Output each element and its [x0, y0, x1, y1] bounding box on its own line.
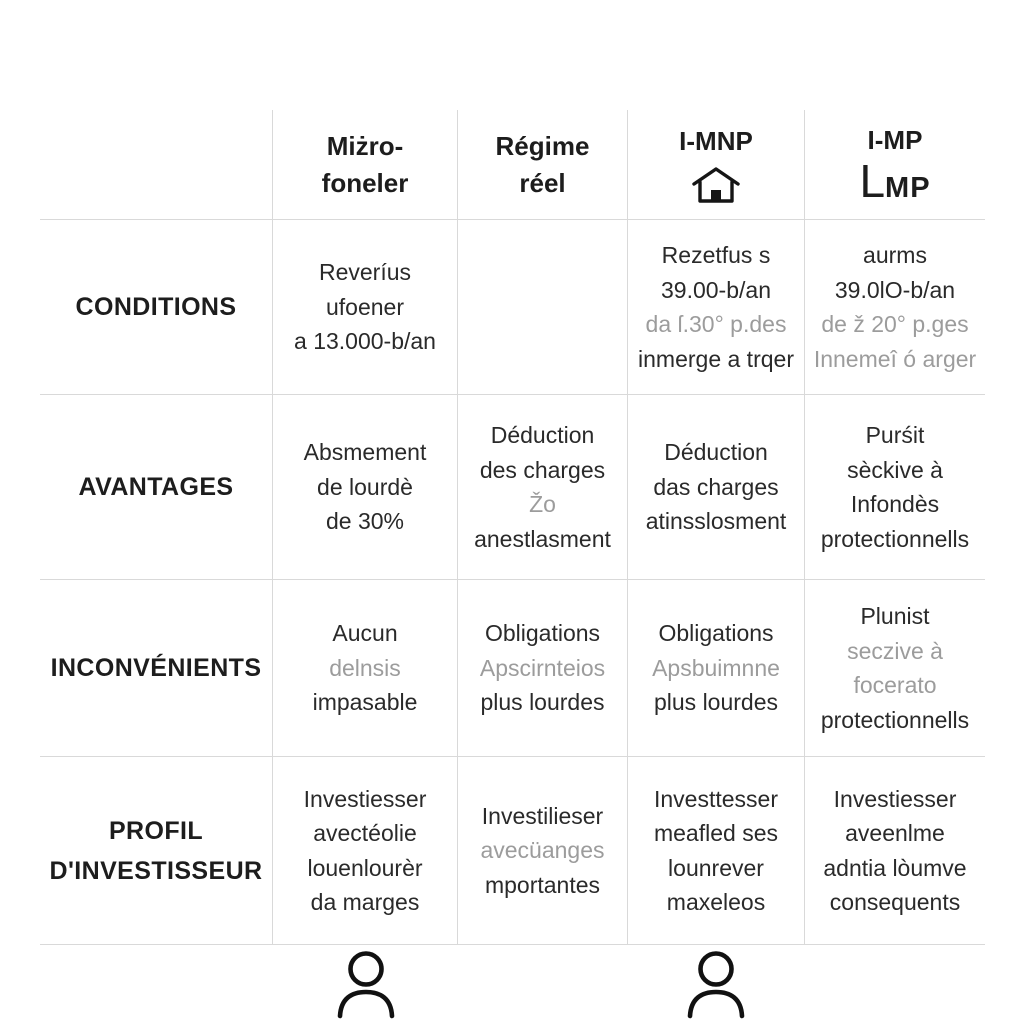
cell-profil-lmnp: Investtesser meafled ses lounrever maxeleos — [628, 757, 805, 945]
cell-inconvenients-micro-foncier: Aucun delnsis impasable — [273, 580, 458, 757]
cell-conditions-regime-reel — [458, 220, 628, 395]
column-header-lmp — [805, 110, 985, 220]
column-header-micro-foncier: Miżro- foneler — [273, 110, 458, 220]
person-icon — [680, 946, 752, 1022]
row-label-profil-investisseur: PROFIL D'INVESTISSEUR — [40, 757, 273, 945]
cell-avantages-micro-foncier: Absmement de lourdè de 30% — [273, 395, 458, 580]
row-label-avantages: AVANTAGES — [40, 395, 273, 580]
cell-profil-micro-foncier: Investiesser avectéolie louenlourèr da marges — [273, 757, 458, 945]
person-icon — [330, 946, 402, 1022]
column-header-lmnp-title: I-MNP — [679, 126, 753, 156]
cell-inconvenients-regime-reel: Obligations Apscirnteios plus lourdes — [458, 580, 628, 757]
cell-profil-regime-reel: Investilieser avecüanges mportantes — [458, 757, 628, 945]
lmp-logo-small-letters: MP — [885, 172, 931, 204]
cell-avantages-lmnp: Déduction das charges atinsslosment — [628, 395, 805, 580]
lmp-logo-large-letter: L — [859, 155, 886, 207]
cell-conditions-lmp: aurms 39.0lO-b/an de ž 20° p.ges Innemeî ó arger — [805, 220, 985, 395]
cell-profil-lmp: Investiesser aveenlme adntia lòumve consequents — [805, 757, 985, 945]
column-header-lmnp — [628, 110, 805, 220]
row-label-conditions: CONDITIONS — [40, 220, 273, 395]
cell-avantages-regime-reel: Déduction des charges Žo anestlasment — [458, 395, 628, 580]
column-header-regime-reel: Régime réel — [458, 110, 628, 220]
row-label-inconvenients: INCONVÉNIENTS — [40, 580, 273, 757]
house-icon — [691, 164, 741, 206]
column-header-lmp-title: I-MP — [867, 125, 923, 155]
cell-inconvenients-lmnp: Obligations Apsbuimnne plus lourdes — [628, 580, 805, 757]
cell-conditions-lmnp: Rezetfus s 39.00-b/an da ſ.30° p.des inmerge a trqer — [628, 220, 805, 395]
cell-avantages-lmp: Purśit sèckive à Infondès protectionnells — [805, 395, 985, 580]
lmp-logo — [859, 155, 931, 207]
comparison-table — [40, 110, 985, 945]
table-corner-cell — [40, 110, 273, 220]
cell-inconvenients-lmp: Plunist seczive à focerato protectionnells — [805, 580, 985, 757]
cell-conditions-micro-foncier: Reveríus ufoener a 13.000-b/an — [273, 220, 458, 395]
